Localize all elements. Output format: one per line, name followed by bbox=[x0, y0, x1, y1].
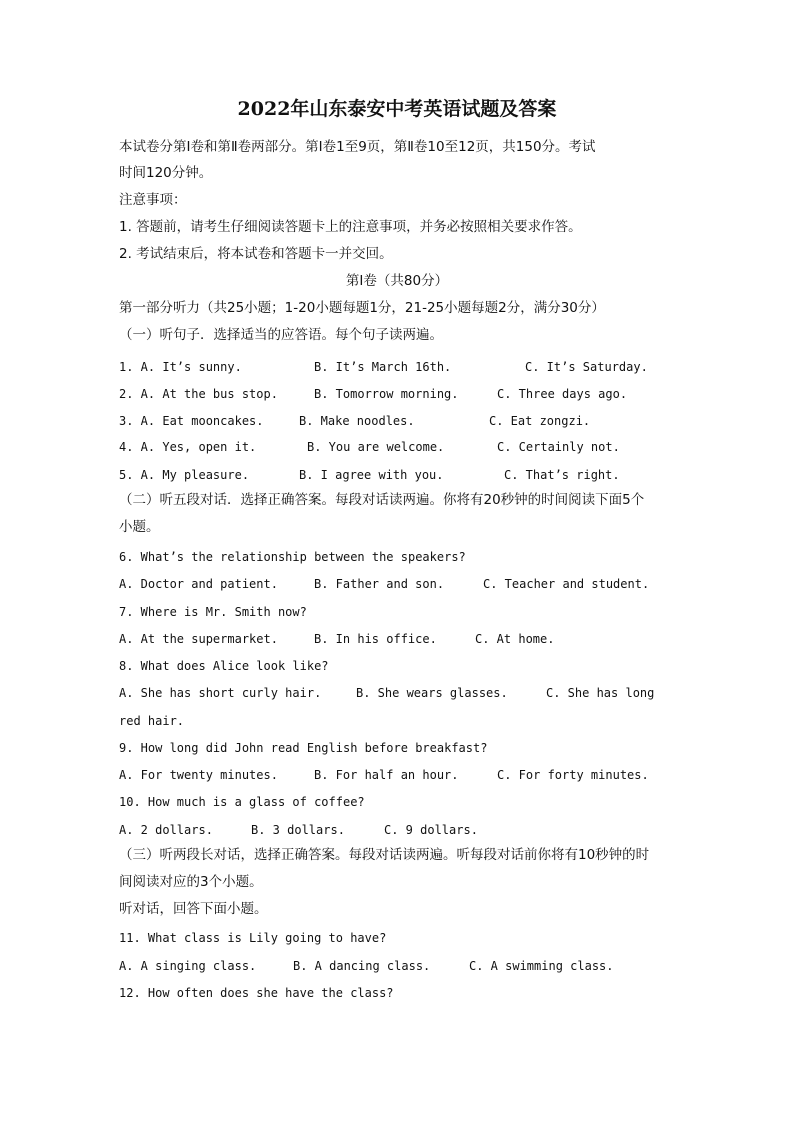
volume-heading: 第Ⅰ卷（共80分） bbox=[345, 273, 449, 289]
question-2-option-a: 2. A. At the bus stop. bbox=[119, 387, 278, 401]
question-9-option-b: B. For half an hour. bbox=[314, 768, 459, 782]
intro-line-1: 本试卷分第Ⅰ卷和第Ⅱ卷两部分。第Ⅰ卷1至9页，第Ⅱ卷10至12页，共150分。考试 bbox=[119, 139, 596, 155]
question-3-option-c: C. Eat zongzi. bbox=[489, 414, 591, 428]
question-8-option-a: A. She has short curly hair. bbox=[119, 686, 322, 700]
question-8-option-b: B. She wears glasses. bbox=[356, 686, 508, 700]
notice-item-1: 1. 答题前，请考生仔细阅读答题卡上的注意事项，并务必按照相关要求作答。 bbox=[119, 219, 582, 235]
question-11-option-c: C. A swimming class. bbox=[469, 959, 614, 973]
question-1-option-a: 1. A. It’s sunny. bbox=[119, 360, 242, 374]
question-1-option-b: B. It’s March 16th. bbox=[314, 360, 452, 374]
question-10-option-c: C. 9 dollars. bbox=[384, 823, 478, 837]
section-3-instruction: 听对话，回答下面小题。 bbox=[119, 901, 268, 917]
question-10-option-b: B. 3 dollars. bbox=[251, 823, 345, 837]
intro-line-2: 时间120分钟。 bbox=[119, 165, 213, 181]
question-6-option-b: B. Father and son. bbox=[314, 577, 445, 591]
question-4-option-c: C. Certainly not. bbox=[497, 440, 620, 454]
notice-heading: 注意事项： bbox=[119, 192, 187, 208]
notice-item-2: 2. 考试结束后，将本试卷和答题卡一并交回。 bbox=[119, 246, 393, 262]
question-3-option-a: 3. A. Eat mooncakes. bbox=[119, 414, 264, 428]
question-7-option-c: C. At home. bbox=[475, 632, 555, 646]
question-11-option-b: B. A dancing class. bbox=[293, 959, 431, 973]
question-7-text: 7. Where is Mr. Smith now? bbox=[119, 605, 307, 619]
question-8-text: 8. What does Alice look like? bbox=[119, 659, 329, 673]
question-2-option-b: B. Tomorrow morning. bbox=[314, 387, 459, 401]
question-11-text: 11. What class is Lily going to have? bbox=[119, 931, 387, 945]
question-2-option-c: C. Three days ago. bbox=[497, 387, 628, 401]
section-3-heading-line-2: 间阅读对应的3个小题。 bbox=[119, 874, 263, 890]
question-5-option-c: C. That’s right. bbox=[504, 468, 620, 482]
page-title: 2022年山东泰安中考英语试题及答案 bbox=[237, 98, 557, 120]
question-9-text: 9. How long did John read English before breakfast? bbox=[119, 741, 488, 755]
question-4-option-a: 4. A. Yes, open it. bbox=[119, 440, 257, 454]
question-5-option-b: B. I agree with you. bbox=[299, 468, 444, 482]
section-3-heading-line-1: （三）听两段长对话，选择正确答案。每段对话读两遍。听每段对话前你将有10秒钟的时 bbox=[119, 847, 650, 863]
section-1-heading: （一）听句子．选择适当的应答语。每个句子读两遍。 bbox=[119, 327, 443, 343]
question-11-option-a: A. A singing class. bbox=[119, 959, 257, 973]
question-1-option-c: C. It’s Saturday. bbox=[525, 360, 648, 374]
question-7-option-b: B. In his office. bbox=[314, 632, 437, 646]
question-6-option-c: C. Teacher and student. bbox=[483, 577, 650, 591]
question-10-text: 10. How much is a glass of coffee? bbox=[119, 795, 365, 809]
question-9-option-a: A. For twenty minutes. bbox=[119, 768, 278, 782]
question-5-option-a: 5. A. My pleasure. bbox=[119, 468, 250, 482]
question-4-option-b: B. You are welcome. bbox=[307, 440, 445, 454]
question-8-option-c-continued: red hair. bbox=[119, 714, 185, 728]
question-3-option-b: B. Make noodles. bbox=[299, 414, 415, 428]
question-6-option-a: A. Doctor and patient. bbox=[119, 577, 278, 591]
question-8-option-c: C. She has long bbox=[546, 686, 655, 700]
part-heading: 第一部分听力（共25小题；1-20小题每题1分，21-25小题每题2分，满分30分） bbox=[119, 300, 605, 316]
question-12-text: 12. How often does she have the class? bbox=[119, 986, 394, 1000]
section-2-heading-line-2: 小题。 bbox=[119, 519, 160, 535]
question-10-option-a: A. 2 dollars. bbox=[119, 823, 213, 837]
question-7-option-a: A. At the supermarket. bbox=[119, 632, 278, 646]
question-9-option-c: C. For forty minutes. bbox=[497, 768, 649, 782]
section-2-heading-line-1: （二）听五段对话．选择正确答案。每段对话读两遍。你将有20秒钟的时间阅读下面5个 bbox=[119, 492, 645, 508]
question-6-text: 6. What’s the relationship between the speakers? bbox=[119, 550, 466, 564]
